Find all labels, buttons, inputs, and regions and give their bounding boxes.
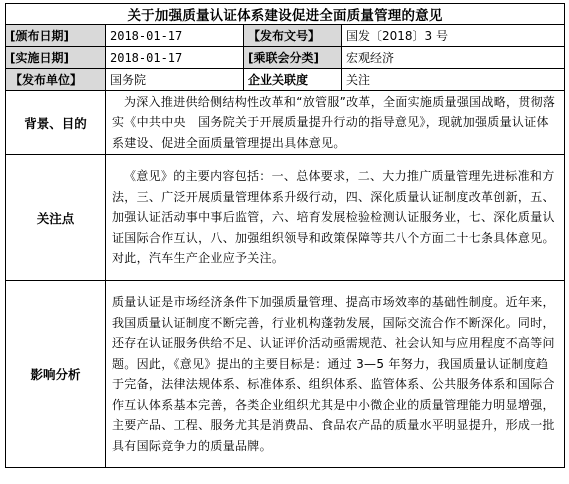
issuer-label: 【发布单位】 bbox=[6, 69, 106, 91]
issuer-value: 国务院 bbox=[106, 69, 244, 91]
relevance-value: 关注 bbox=[342, 69, 565, 91]
background-text: 为深入推进供给侧结构性改革和“放管服”改革，全面实施质量强国战略，贯彻落实《中共中央 国务院关于开展质量提升行动的指导意见》，现就加强质量认证体系建设、促进全面质量管理提出具体意见。 bbox=[106, 91, 565, 155]
policy-table bbox=[5, 3, 565, 468]
relevance-label: 企业关联度 bbox=[244, 69, 342, 91]
focus-text: 《意见》的主要内容包括：一、总体要求，二、大力推广质量管理先进标准和方法，三、广泛开展质量管理体系升级行动，四、深化质量认证制度改革创新，五、加强认证活动事中事后监管，六、培育发展检验检测认证服务业，七、深化质量认证国际合作互认，八、加强组织领导和政策保障等共八个方面二十七条具体意见。对此，汽车生产企业应予关注。 bbox=[106, 155, 565, 281]
document-title: 关于加强质量认证体系建设促进全面质量管理的意见 bbox=[6, 4, 565, 25]
effective-date-value: 2018-01-17 bbox=[106, 47, 244, 69]
effective-date-label: [实施日期] bbox=[6, 47, 106, 69]
impact-label: 影响分析 bbox=[6, 281, 106, 468]
impact-text: 质量认证是市场经济条件下加强质量管理、提高市场效率的基础性制度。近年来，我国质量认证制度不断完善，行业机构蓬勃发展，国际交流合作不断深化。同时，还存在认证服务供给不足、认证评价活动亟需规范、社会认知与应用程度不高等问题。因此，《意见》提出的主要目标是：通过 3—5 年努力，我国质量认证制度趋于完备，法律法规体系、标准体系、组织体系、监管体系、公共服务体系和国际合作互认体系基本完善，各类企业组织尤其是中小微企业的质量管理能力明显增强，主要产品、工程、服务尤其是消费品、食品农产品的质量水平明显提升，形成一批具有国际竞争力的质量品牌。 bbox=[106, 281, 565, 468]
background-label: 背景、目的 bbox=[6, 91, 106, 155]
policy-document-sheet bbox=[5, 3, 564, 468]
focus-label: 关注点 bbox=[6, 155, 106, 281]
issue-date-label: [颁布日期] bbox=[6, 25, 106, 47]
document-number-label: 【发布文号】 bbox=[244, 25, 342, 47]
category-label: [乘联会分类] bbox=[244, 47, 342, 69]
issue-date-value: 2018-01-17 bbox=[106, 25, 244, 47]
category-value: 宏观经济 bbox=[342, 47, 565, 69]
document-number-value: 国发〔2018〕3 号 bbox=[342, 25, 565, 47]
